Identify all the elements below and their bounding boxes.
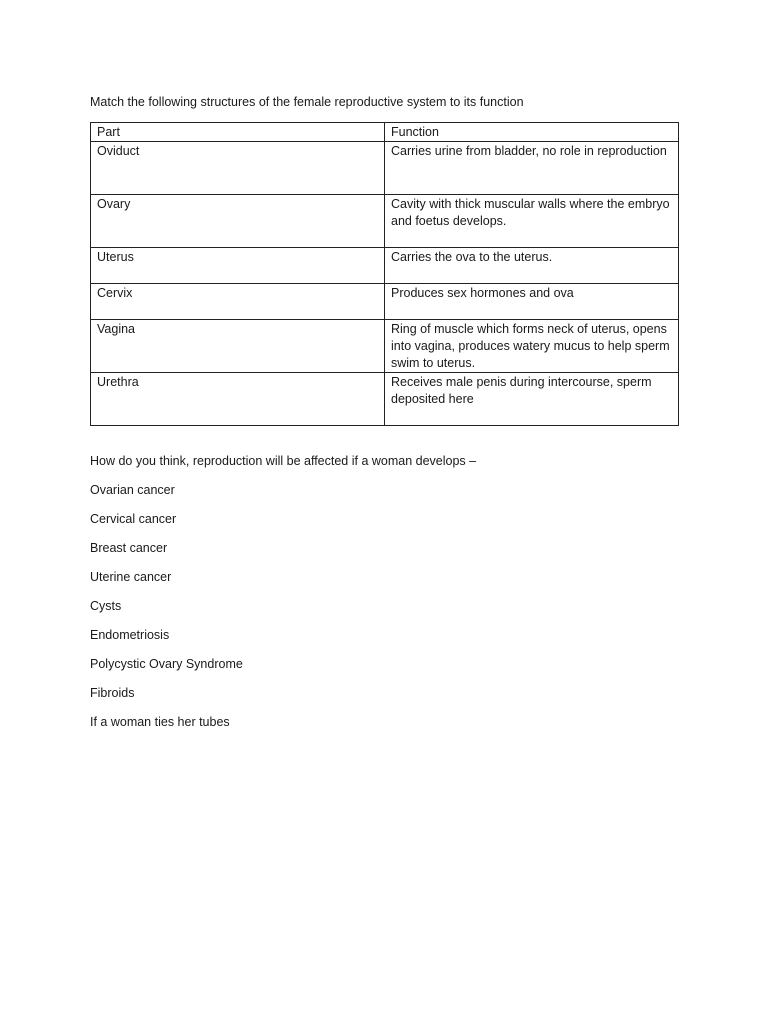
table-row bbox=[91, 195, 679, 248]
question-text: How do you think, reproduction will be affected if a woman develops – bbox=[90, 454, 477, 468]
part-cell: Uterus bbox=[91, 248, 385, 284]
list-item: Fibroids bbox=[90, 686, 135, 700]
function-cell: Produces sex hormones and ova bbox=[385, 284, 679, 320]
function-cell: Receives male penis during intercourse, sperm deposited here bbox=[385, 373, 679, 426]
table-row bbox=[91, 284, 679, 320]
list-item: Endometriosis bbox=[90, 628, 170, 642]
part-cell: Oviduct bbox=[91, 142, 385, 195]
structure-function-table bbox=[90, 122, 679, 426]
table-header-row bbox=[91, 123, 679, 142]
table-row bbox=[91, 248, 679, 284]
list-item: Breast cancer bbox=[90, 541, 168, 555]
part-cell: Ovary bbox=[91, 195, 385, 248]
function-cell: Carries the ova to the uterus. bbox=[385, 248, 679, 284]
header-part: Part bbox=[91, 123, 385, 142]
part-cell: Urethra bbox=[91, 373, 385, 426]
list-item: Cysts bbox=[90, 599, 122, 613]
list-item: If a woman ties her tubes bbox=[90, 715, 230, 729]
part-cell: Vagina bbox=[91, 320, 385, 373]
function-cell: Ring of muscle which forms neck of uterus, opens into vagina, produces watery mucus to help sperm swim to uterus. bbox=[385, 320, 679, 373]
instruction-text: Match the following structures of the female reproductive system to its function bbox=[90, 95, 524, 109]
conditions-list bbox=[90, 482, 243, 743]
list-item: Polycystic Ovary Syndrome bbox=[90, 657, 243, 671]
header-function: Function bbox=[385, 123, 679, 142]
table-row bbox=[91, 320, 679, 373]
list-item: Uterine cancer bbox=[90, 570, 172, 584]
table-row bbox=[91, 142, 679, 195]
function-cell: Carries urine from bladder, no role in reproduction bbox=[385, 142, 679, 195]
part-cell: Cervix bbox=[91, 284, 385, 320]
list-item: Cervical cancer bbox=[90, 512, 177, 526]
list-item: Ovarian cancer bbox=[90, 483, 175, 497]
function-cell: Cavity with thick muscular walls where the embryo and foetus develops. bbox=[385, 195, 679, 248]
table-row bbox=[91, 373, 679, 426]
